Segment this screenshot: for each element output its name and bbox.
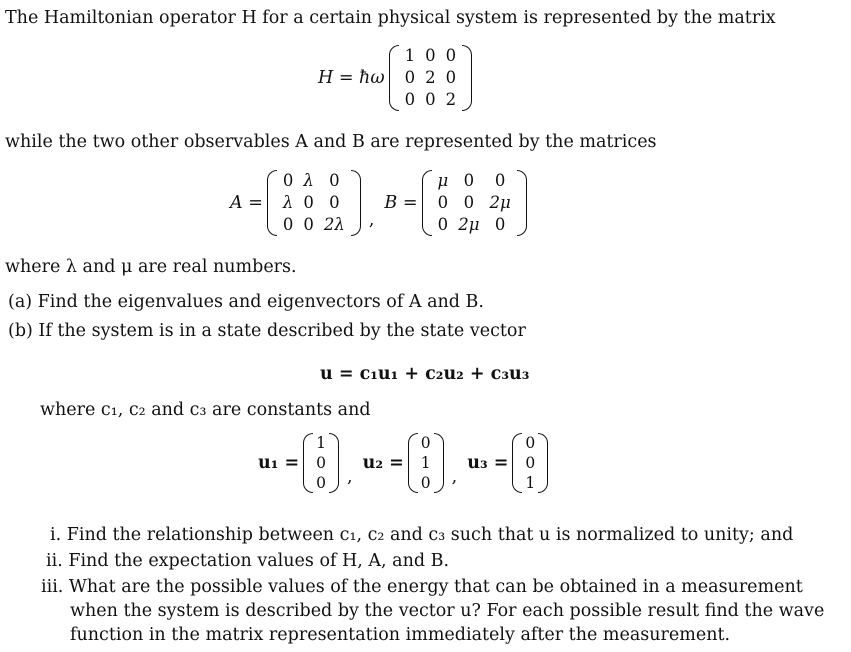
matrix-entry: 0 [494, 171, 506, 190]
hamiltonian-matrix [389, 45, 473, 111]
matrix-a [267, 170, 361, 236]
part-a: (a) Find the eigenvalues and eigenvectors of A and B. [8, 292, 484, 312]
intro-text: The Hamiltonian operator H for a certain physical system is represented by the matrix [5, 8, 776, 28]
matrix-entry: 0 [437, 193, 449, 212]
u1-lhs: u₁ = [258, 453, 300, 473]
part-b: (b) If the system is in a state described by the state vector [8, 321, 526, 341]
matrix-entry: 0 [404, 90, 416, 109]
mid-text: while the two other observables A and B are represented by the matrices [5, 132, 657, 152]
matrix-entry: 0 [420, 474, 431, 492]
state-vector: u = c₁u₁ + c₂u₂ + c₃u₃ [320, 364, 530, 384]
matrix-entry: 0 [282, 215, 294, 234]
u1-vector [303, 433, 339, 493]
where-line: where λ and μ are real numbers. [5, 257, 297, 277]
matrix-a-lhs: A = [230, 193, 263, 213]
matrix-entry: μ [437, 171, 449, 190]
matrix-entry: 1 [316, 434, 327, 452]
matrix-entry: 0 [316, 454, 327, 472]
matrix-entry: 0 [329, 193, 340, 212]
matrix-entry: 0 [525, 434, 536, 452]
observable-matrices [230, 170, 531, 236]
matrix-entry: 2 [425, 68, 436, 87]
item-ii: ii. Find the expectation values of H, A, and B. [46, 551, 450, 571]
hamiltonian-equation [318, 45, 476, 111]
matrix-entry: 2μ [489, 193, 511, 212]
matrix-entry: 2μ [458, 215, 480, 234]
hamiltonian-lhs: H = ħω [318, 68, 385, 88]
item-iii-cont-1: when the system is described by the vector u? For each possible result find the wave [70, 601, 825, 621]
u2-lhs: u₂ = [362, 453, 404, 473]
matrix-entry: 0 [316, 474, 327, 492]
matrix-entry: λ [282, 193, 294, 212]
comma: , [368, 210, 375, 230]
comma: , [347, 467, 353, 487]
matrix-b [422, 170, 527, 236]
matrix-entry: 2λ [323, 215, 345, 234]
matrix-entry: 0 [425, 46, 436, 65]
matrix-entry: λ [303, 171, 314, 190]
u3-lhs: u₃ = [467, 453, 509, 473]
comma: , [451, 467, 458, 487]
matrix-entry: 2 [445, 90, 457, 109]
matrix-entry: 0 [282, 171, 294, 190]
item-iii-cont-2: function in the matrix representation immediately after the measurement. [70, 625, 731, 645]
item-iii: iii. What are the possible values of the energy that can be obtained in a measurement [41, 577, 803, 597]
matrix-entry: 0 [463, 171, 475, 190]
matrix-entry: 0 [525, 454, 536, 472]
matrix-entry: 0 [303, 215, 314, 234]
matrix-entry: 0 [420, 434, 431, 452]
matrix-entry: 0 [404, 68, 416, 87]
basis-vectors [258, 433, 552, 493]
u3-vector [512, 433, 548, 493]
matrix-b-lhs: B = [384, 193, 418, 213]
item-i: i. Find the relationship between c₁, c₂ and c₃ such that u is normalized to unity; and [50, 525, 794, 545]
u2-vector [408, 433, 444, 493]
matrix-entry: 0 [445, 46, 457, 65]
matrix-entry: 0 [494, 215, 506, 234]
matrix-entry: 0 [445, 68, 457, 87]
matrix-entry: 0 [329, 171, 340, 190]
matrix-entry: 0 [463, 193, 475, 212]
matrix-entry: 1 [420, 454, 431, 472]
matrix-entry: 0 [303, 193, 314, 212]
matrix-entry: 0 [437, 215, 449, 234]
matrix-entry: 1 [404, 46, 416, 65]
matrix-entry: 0 [425, 90, 436, 109]
constants-line: where c₁, c₂ and c₃ are constants and [40, 400, 371, 420]
matrix-entry: 1 [525, 474, 536, 492]
